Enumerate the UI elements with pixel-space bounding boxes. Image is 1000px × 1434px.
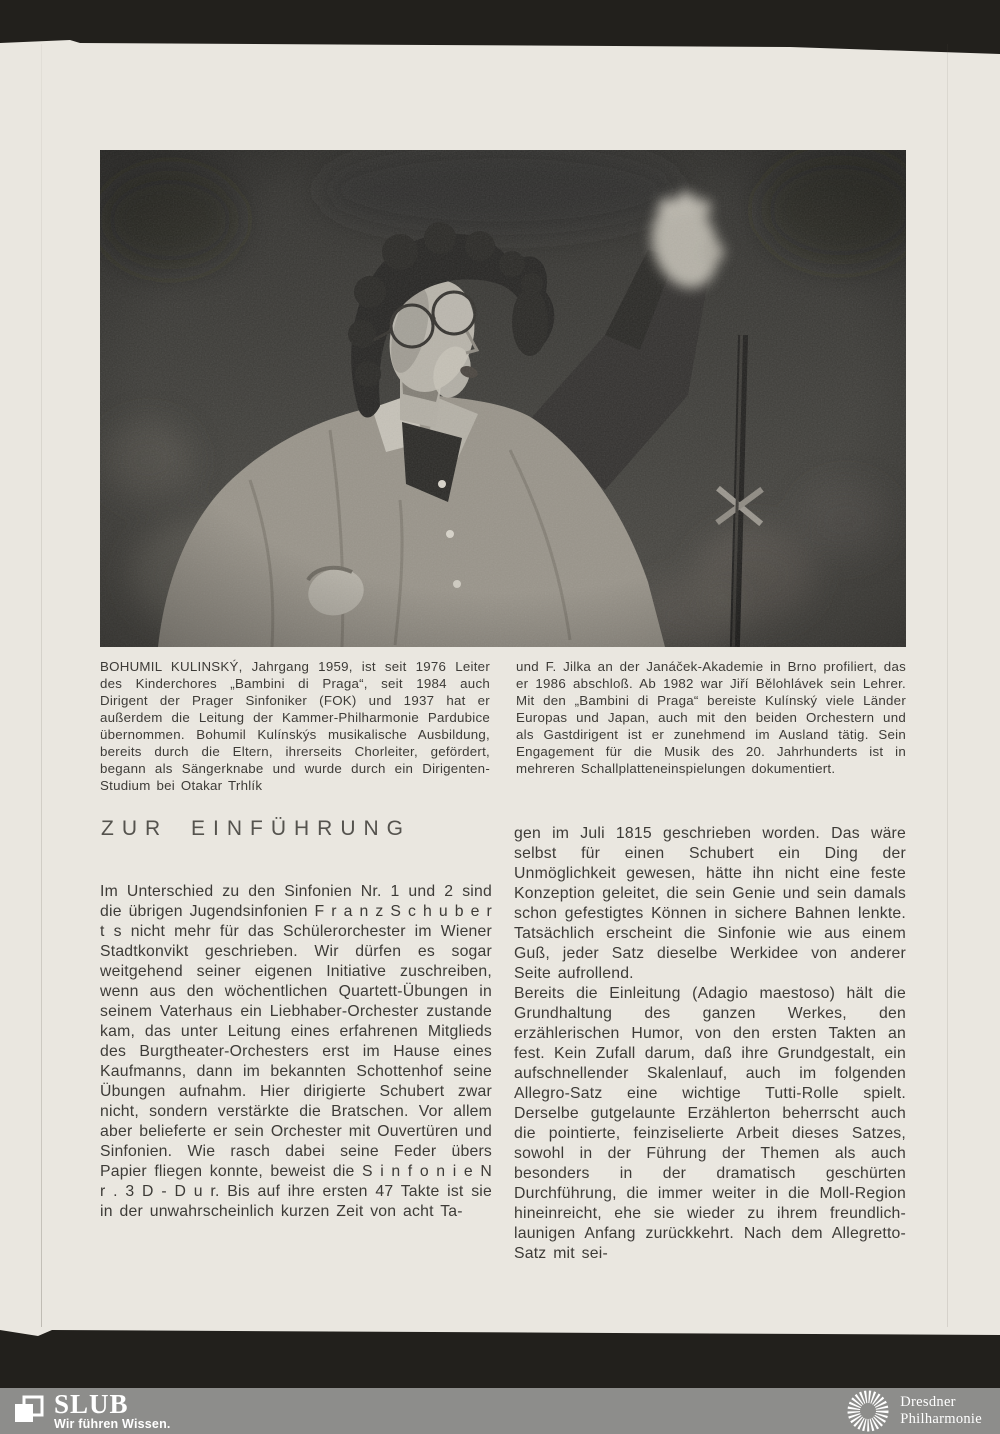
book-icon — [12, 1394, 46, 1428]
article-paragraph: Im Unterschied zu den Sinfonien Nr. 1 und 2 sind die übrigen Jugendsinfonien F r a n z S c h u b e r t s nicht mehr für das Schülerorchester im Wiener Stadtkonvikt geschrieben. Wir dürfen es sogar weitgehend seiner eigenen Initiative zuschreiben, wenn aus den wöchentlichen Quartett-Übungen in seinem Vaterhaus ein Liebhaber-Orchester zustande kam, das unter Leitung eines erfahrenen Mitglieds des Burgtheater-Orchesters erst im Hause eines Kaufmanns, dann im bekannten Schottenhof seine Übungen aufnahm. Hier dirigierte Schubert zwar nicht, sondern verstärkte die Bratschen. Vor allem aber belieferte er sein Orchester mit Ouvertüren und Sinfonien. Wie rasch dabei seine Feder übers Papier fliegen konnte, beweist die S i n f o n i e N r . 3 D - D u r. Bis auf ihre ersten 47 Takte ist sie in der unwahrscheinlich kurzen Zeit von acht Ta- — [100, 883, 492, 1220]
article-paragraph: gen im Juli 1815 geschrieben worden. Das wäre selbst für einen Schubert ein Ding der Unmöglichkeit gewesen, hätte ihn nicht eine feste Konzeption geleitet, die sein Genie und sein damals schon gefestigtes Können in sichere Bahnen lenkte. Tatsächlich erscheint die Sinfonie wie aus einem Guß, jeder Satz dieselbe Werkidee von anderer Seite aufrollend. — [514, 825, 906, 982]
article-column-right — [514, 824, 906, 1264]
conductor-photo — [100, 150, 906, 647]
footer-bar — [0, 1388, 1000, 1434]
section-heading: ZUR EINFÜHRUNG — [101, 817, 411, 840]
photo-caption — [100, 658, 906, 794]
article-paragraph: Bereits die Einleitung (Adagio maestoso) hält die Grundhaltung des ganzen Werkes, den erzählerischen Humor, von den ersten Takten an fest. Kein Zufall darum, daß ihre Grundgestalt, ein aufschnellender Skalenlauf, auch im folgenden Allegro-Satz eine wichtige Tutti-Rolle spielt. Derselbe gutgelaunte Erzählerton beherrscht auch die pointierte, feinziselierte Arbeit dieses Satzes, sowohl in der Führung der Themen als auch besonders in der dramatisch geschürten Durchführung, die immer weiter in die Moll-Region hineinreicht, ehe sie wieder zu ihrem freundlich-launigen Anfang zurückkehrt. Nach dem Allegretto-Satz mit sei- — [514, 985, 906, 1262]
photo-caption-left: BOHUMIL KULINSKÝ, Jahrgang 1959, ist seit 1976 Leiter des Kinderchores „Bambini di Praga“, seit 1984 auch Dirigent der Prager Sinfoniker (FOK) und 1937 hat er außerdem die Leitung der Kammer-Philharmonie Pardubice übernommen. Bohumil Kulínskýs musikalische Ausbildung, bereits durch die Eltern, ihrerseits Chorleiter, gefördert, begann als Sängerknabe und wurde durch ein Dirigenten-Studium bei Otakar Trhlík — [100, 659, 490, 793]
slub-logo — [0, 1388, 171, 1432]
starburst-icon — [846, 1389, 890, 1433]
slub-wordmark: SLUB — [54, 1388, 129, 1419]
page-fold-line-right — [947, 44, 948, 1327]
article-column-left — [100, 882, 492, 1222]
philharmonie-name-line2: Philharmonie — [900, 1411, 982, 1427]
philharmonie-logo — [846, 1389, 1000, 1433]
photo-caption-right: und F. Jilka an der Janáček-Akademie in Brno profiliert, das er 1986 abschloß. Ab 1982 war Jiří Bělohlávek sein Lehrer. Mit den „Bambini di Praga“ bereiste Kulínský viele Länder Europas und Japan, auch mit den beiden Orchestern und als Gastdirigent ist er zunehmend im Ausland tätig. Sein Engagement für die Musik des 20. Jahrhunderts ist in mehreren Schallplatteneinspielungen dokumentiert. — [516, 659, 906, 776]
philharmonie-name — [900, 1394, 982, 1428]
slub-tagline: Wir führen Wissen. — [54, 1416, 171, 1431]
top-edge-band — [0, 0, 1000, 54]
page-fold-line-left — [41, 44, 42, 1327]
bottom-edge-band — [0, 1327, 1000, 1388]
philharmonie-name-line1: Dresdner — [900, 1394, 956, 1410]
